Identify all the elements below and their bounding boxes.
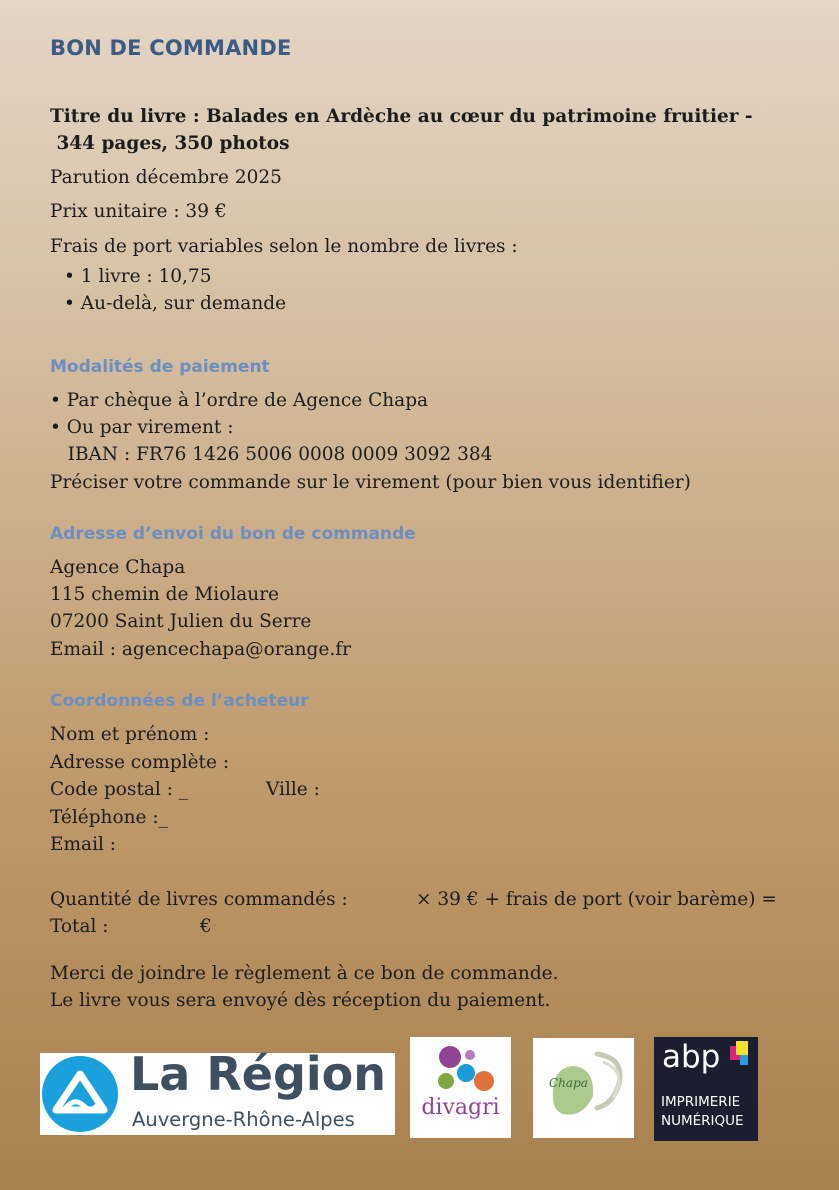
unit-price: Prix unitaire : 39 € [50,201,227,222]
address-line: 07200 Saint Julien du Serre [50,611,312,632]
footer-line: Merci de joindre le règlement à ce bon de commande. [50,963,559,984]
abp-subtitle-line: IMPRIMERIE [661,1094,741,1110]
address-heading: Adresse d’envoi du bon de commande [50,524,416,544]
book-title [50,103,753,157]
payment-line: • Ou par virement : [50,417,234,438]
partner-logos [0,1037,839,1147]
payment-line: • Par chèque à l’ordre de Agence Chapa [50,390,429,411]
abp-subtitle-line: NUMÉRIQUE [661,1113,744,1129]
region-logo [40,1047,395,1135]
divagri-logo [410,1037,511,1138]
total-field: Total : [50,916,109,937]
book-title-line2: 344 pages, 350 photos [50,133,290,154]
abp-square-icon [740,1055,748,1065]
quantity-field: Quantité de livres commandés : [50,889,348,910]
abp-name: abp [662,1039,721,1075]
shipping-item: • Au-delà, sur demande [64,293,287,314]
buyer-city-field: Ville : [266,779,320,800]
release-date: Parution décembre 2025 [50,167,282,188]
chapa-name: Chapa [549,1076,588,1090]
region-name: La Région [130,1047,387,1101]
address-line: 115 chemin de Miolaure [50,584,279,605]
chapa-logo [533,1038,634,1138]
buyer-address-field: Adresse complète : [50,752,230,773]
buyer-email-field: Email : [50,834,117,855]
footer-line: Le livre vous sera envoyé dès réception du paiement. [50,990,551,1011]
address-line: Agence Chapa [50,557,186,578]
book-title-line1: Titre du livre : Balades en Ardèche au cœur du patrimoine fruitier - [50,106,753,127]
abp-subtitle [661,1093,744,1131]
buyer-heading: Coordonnées de l’acheteur [50,691,309,711]
shipping-item: • 1 livre : 10,75 [64,266,212,287]
payment-line: Préciser votre commande sur le virement (pour bien vous identifier) [50,472,691,493]
abp-square-icon [736,1041,748,1055]
address-email: Email : agencechapa@orange.fr [50,639,351,660]
buyer-postal-code-field: Code postal : _ [50,779,189,800]
buyer-phone-field: Téléphone :_ [50,807,168,828]
divagri-name: divagri [421,1095,500,1120]
abp-logo [654,1037,758,1141]
region-subname: Auvergne-Rhône-Alpes [132,1108,355,1131]
payment-heading: Modalités de paiement [50,357,270,377]
total-currency: € [200,916,212,937]
price-formula: × 39 € + frais de port (voir barème) = [416,889,777,910]
shipping-intro: Frais de port variables selon le nombre de livres : [50,236,518,257]
region-emblem-icon [42,1056,118,1132]
divagri-fruits-icon [410,1037,511,1097]
buyer-name-field: Nom et prénom : [50,724,210,745]
iban: IBAN : FR76 1426 5006 0008 0009 3092 384 [50,444,493,465]
page-title: BON DE COMMANDE [50,36,292,60]
